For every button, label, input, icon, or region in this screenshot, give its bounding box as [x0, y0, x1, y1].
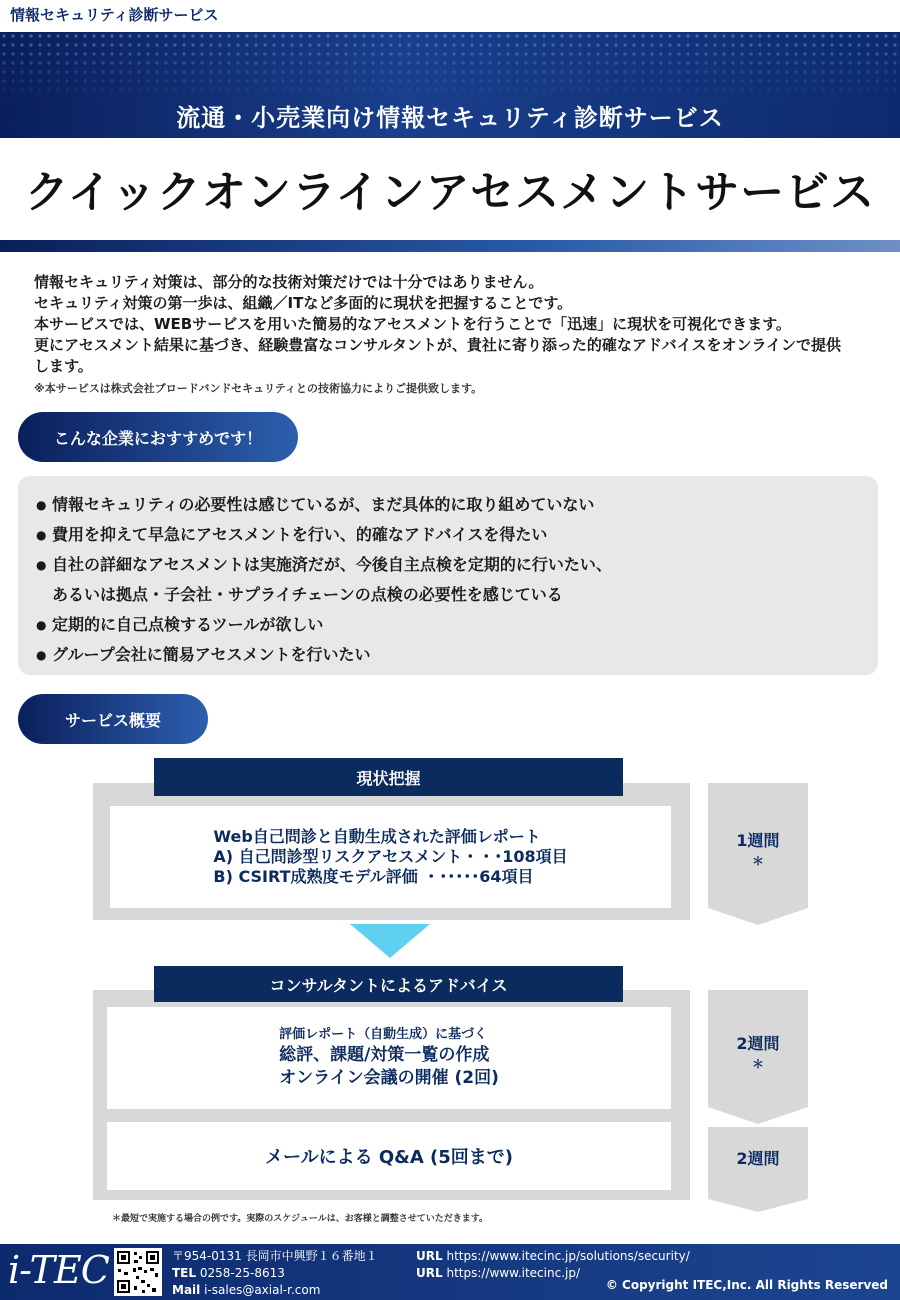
arrow-down-icon [350, 924, 430, 958]
qr-code-icon[interactable] [114, 1248, 162, 1296]
footer [0, 1244, 900, 1300]
duration-label: 1週間 [736, 831, 780, 850]
phase1-header: 現状把握 [154, 758, 623, 796]
url-info [416, 1248, 690, 1282]
list-item: ● 費用を抑えて早急にアセスメントを行い、的確なアドバイスを得たい [36, 520, 860, 550]
recommend-heading: こんな企業におすすめです！ [18, 412, 298, 462]
mail-address[interactable]: i-sales@axial-r.com [204, 1283, 321, 1297]
duration-mark: ＊ [751, 854, 764, 868]
bullet-icon: ● [36, 648, 47, 662]
title-band [0, 138, 900, 242]
phase2-duration [708, 990, 808, 1124]
url-line: URL https://www.itecinc.jp/ [416, 1266, 581, 1280]
url-link[interactable]: https://www.itecinc.jp/solutions/security/ [446, 1249, 690, 1263]
phase1-line: Web自己問診と自動生成された評価レポート [213, 827, 541, 846]
bullet-icon: ● [36, 528, 47, 542]
schedule-footnote: ＊最短で実施する場合の例です。実際のスケジュールは、お客様と調整させていただきます。 [112, 1214, 489, 1224]
phase2-line: オンライン会議の開催 (2回) [279, 1068, 499, 1088]
duration-mark: ＊ [751, 1057, 764, 1071]
tel-line: TEL 0258-25-8613 [172, 1266, 285, 1280]
intro-line: 本サービスでは、WEBサービスを用いた簡易的なアセスメントを行うことで「迅速」に現状を可視化できます。 [34, 315, 791, 333]
list-item: ● グループ会社に簡易アセスメントを行いたい [36, 640, 860, 670]
duration-label: 2週間 [736, 1034, 780, 1053]
list-item: ● 自社の詳細なアセスメントは実施済だが、今後自主点検を定期的に行いたい、 [36, 550, 860, 580]
category-label: 情報セキュリティ診断サービス [10, 6, 219, 24]
contact-info [172, 1248, 378, 1299]
hero-banner [0, 32, 900, 138]
qa-duration [708, 1127, 808, 1212]
phase1-duration [708, 783, 808, 925]
phase2-header: コンサルタントによるアドバイス [154, 966, 623, 1002]
overview-heading: サービス概要 [18, 694, 208, 744]
intro-line: セキュリティ対策の第一歩は、組織／ITなど多面的に現状を把握することです。 [34, 294, 573, 312]
cooperation-note: ※本サービスは株式会社ブロードバンドセキュリティとの技術協力によりご提供致します。 [34, 382, 483, 395]
company-logo: i-TEC [8, 1248, 109, 1292]
list-item: ● 情報セキュリティの必要性は感じているが、まだ具体的に取り組めていない [36, 490, 860, 520]
intro-line: 情報セキュリティ対策は、部分的な技術対策だけでは十分ではありません。 [34, 273, 544, 291]
chevron-down-shape [708, 1127, 808, 1212]
qa-content [107, 1122, 671, 1190]
qa-label: メールによる Q&A (5回まで) [264, 1147, 514, 1168]
bullet-icon: ● [36, 498, 47, 512]
url-link[interactable]: https://www.itecinc.jp/ [446, 1266, 581, 1280]
page-title: クイックオンラインアセスメントサービス [24, 167, 876, 218]
duration-label: 2週間 [736, 1149, 780, 1168]
tel-number: 0258-25-8613 [199, 1266, 285, 1280]
hero-subtitle: 流通・小売業向け情報セキュリティ診断サービス [176, 104, 724, 132]
title-divider [0, 240, 900, 252]
phase1-content [110, 806, 671, 908]
url-line: URL https://www.itecinc.jp/solutions/security/ [416, 1249, 690, 1263]
copyright: © Copyright ITEC,Inc. All Rights Reserved [605, 1278, 888, 1292]
intro-text [34, 272, 884, 377]
mail-line: Mail i-sales@axial-r.com [172, 1283, 321, 1297]
bullet-icon: ● [36, 558, 47, 572]
phase1-line: A) 自己問診型リスクアセスメント・・･108項目 [213, 847, 568, 866]
phase2-line: 総評、課題/対策一覧の作成 [279, 1045, 490, 1065]
phase2-content [107, 1007, 671, 1109]
list-item: ● 定期的に自己点検するツールが欲しい [36, 610, 860, 640]
bullet-icon: ● [36, 618, 47, 632]
phase1-line: B) CSIRT成熟度モデル評価 ・･････64項目 [213, 867, 534, 886]
intro-line: 更にアセスメント結果に基づき、経験豊富なコンサルタントが、貴社に寄り添った的確なアドバイスをオンラインで提供します。 [34, 336, 842, 375]
phase2-line: 評価レポート（自動生成）に基づく [279, 1027, 488, 1042]
address: 〒954-0131 長岡市中興野１６番地１ [172, 1249, 378, 1263]
recommend-list [18, 476, 878, 675]
list-item-continuation: あるいは拠点・子会社・サプライチェーンの点検の必要性を感じている [52, 585, 563, 604]
